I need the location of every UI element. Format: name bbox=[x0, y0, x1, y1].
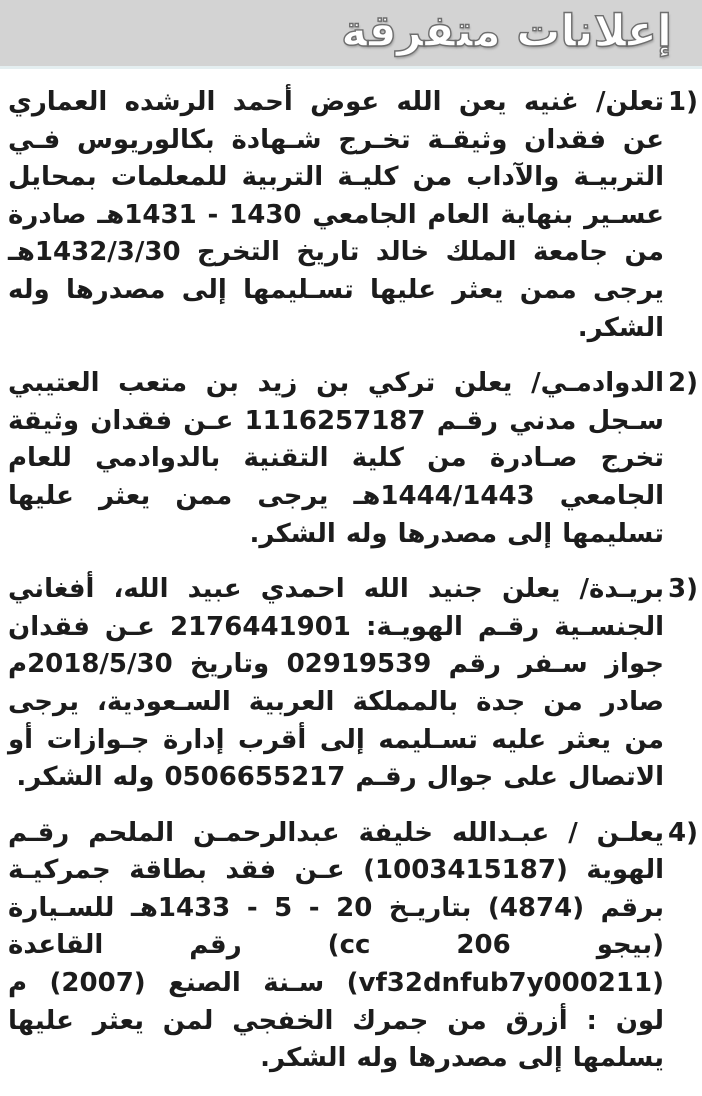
ad-text: بريـدة/ يعلن جنيد الله احمدي عبيد الله، أفغاني الجنسـية رقـم الهويـة: 2176441901 عـن فقدان جواز سـفر رقم 02919539 وتاريخ 2018/5/30م صادر من جدة بالمملكة العربية السـعودية، يرجى من يعثر عليه تسـليمه إلى أقرب إدارة جـوازات أو الاتصال على جوال رقـم 0506655217 وله الشكر. bbox=[8, 574, 664, 793]
classified-ad bbox=[8, 365, 698, 553]
section-header bbox=[0, 0, 702, 69]
classified-ad bbox=[8, 571, 698, 797]
classified-ad bbox=[8, 84, 698, 347]
section-title: إعلانات متفرقة bbox=[341, 6, 672, 57]
ad-number: 1) bbox=[668, 87, 698, 117]
ad-number: 2) bbox=[668, 368, 698, 399]
ad-text: يعلـن / عبـدالله خليفة عبدالرحمـن الملحم رقـم الهوية (1003415187) عـن فقد بطاقة جمركيـة برقم (4874) بتاريـخ 20 - 5 - 1433هـ للسـيارة (بيجو 206 cc) رقم القاعدة (vf32dnfub7y000211) سـنة الصنع (2007) م لون : أزرق من جمرك الخفجي لمن يعثر عليها يسلمها إلى مصدرها وله الشكر. bbox=[8, 817, 664, 1074]
classified-ad bbox=[8, 815, 698, 1078]
ad-number: 4) bbox=[668, 817, 698, 848]
ad-text: تعلن/ غنيه يعن الله عوض أحمد الرشده العماري عن فقدان وثيقـة تخـرج شـهادة بكالوريوس فـي التربيـة والآداب من كليـة التربية للمعلمات بمحايل عسـير بنهاية العام الجامعي 1430 - 1431هـ صادرة من جامعة الملك خالد تاريخ التخرج 1432/3/30هـ يرجى ممن يعثر عليها تسـليمها إلى مصدرها وله الشكر. bbox=[8, 87, 664, 343]
classified-ads-list bbox=[8, 84, 698, 1096]
ad-number: 3) bbox=[668, 574, 698, 605]
ad-text: الدوادمـي/ يعلن تركي بن زيد بن متعب العتيبي سـجل مدني رقـم 1116257187 عـن فقدان وثيقة تخرج صـادرة من كلية التقنية بالدوادمي للعام الجامعي 1444/1443هـ يرجى ممن يعثر عليها تسليمها إلى مصدرها وله الشكر. bbox=[8, 368, 665, 549]
